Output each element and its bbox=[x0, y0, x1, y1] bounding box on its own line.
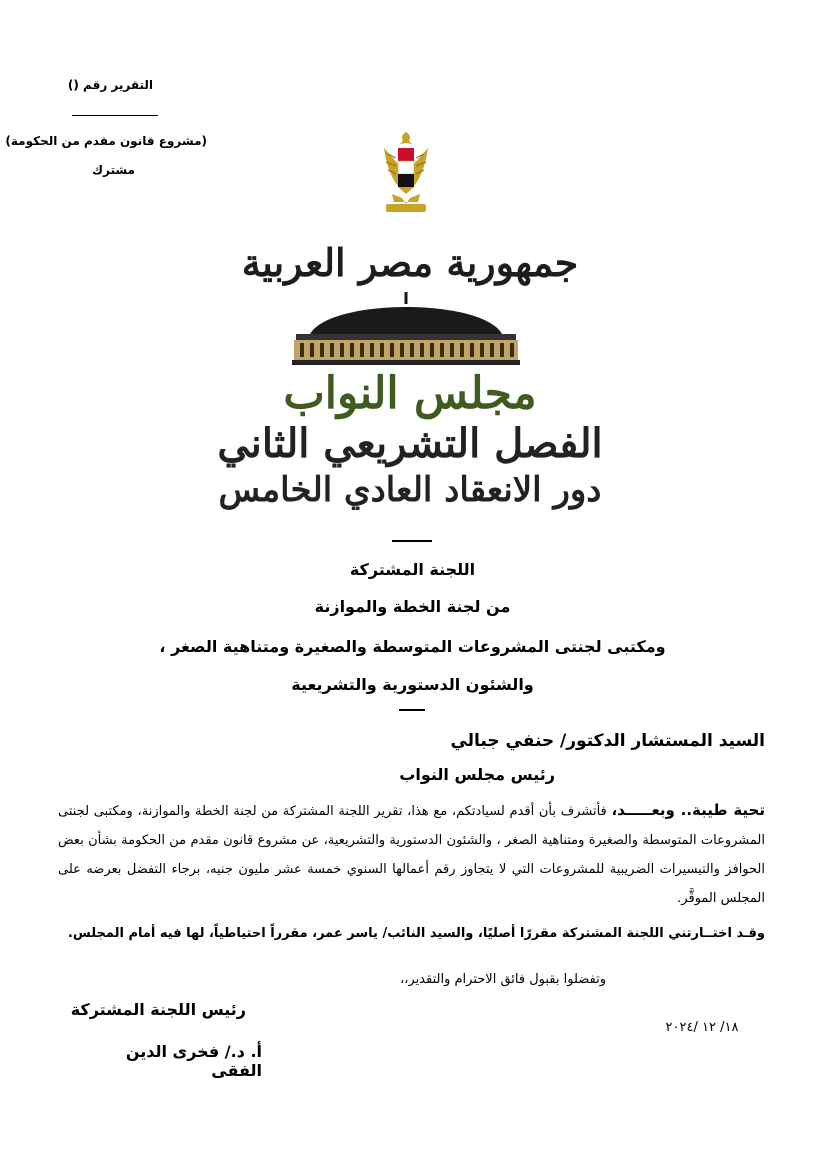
greeting: تحية طيبة.. وبعـــــد، bbox=[611, 801, 765, 819]
committee-line-3: والشئون الدستورية والتشريعية bbox=[291, 675, 534, 694]
parliament-dome-icon bbox=[290, 290, 522, 368]
report-number: التقرير رقم () bbox=[67, 78, 153, 92]
bill-origin: (مشروع قانون مقدم من الحكومة) bbox=[5, 134, 207, 148]
signature-name: أ. د./ فخرى الدين الفقى bbox=[125, 1042, 262, 1080]
country-name: جمهورية مصر العربية bbox=[241, 240, 579, 285]
parliament-name: مجلس النواب bbox=[283, 368, 537, 419]
addressee-name: السيد المستشار الدكتور/ حنفي جبالي bbox=[450, 731, 765, 751]
addressee-position: رئيس مجلس النواب bbox=[399, 765, 555, 784]
signature-title: رئيس اللجنة المشتركة bbox=[70, 1000, 246, 1019]
legislative-term: الفصل التشريعي الثاني bbox=[217, 420, 603, 467]
eagle-emblem-icon bbox=[376, 128, 436, 218]
letter-body bbox=[58, 796, 765, 913]
committee-line-2: ومكتبى لجنتى المشروعات المتوسطة والصغيرة ومتناهية الصغر ، bbox=[159, 637, 666, 656]
body-paragraph: فأتشرف بأن أقدم لسيادتكم، مع هذا، تقرير اللجنة المشتركة من لجنة الخطة والموازنة، ومكتبى لجنتى المشروعات المتوسطة والصغيرة ومتناهية الصغر ، والشئون الدستورية والتشريعية، عن مشروع قانون مقدم من الحكومة بشأن بعض الحوافز والتيسيرات الضريبية للمشروعات التي لا يتجاوز رقم أعمالها السنوي خمسة عشر مليون جنيه، برجاء التفضل بعرضه على المجلس الموقَّر. bbox=[58, 804, 765, 906]
joint-tag: مشترك bbox=[91, 163, 135, 177]
nomination-paragraph: وقـد اختــارتني اللجنة المشتركة مقررًا أصليًا، والسيد النائب/ ياسر عمر، مقرراً احتياطياً، لها فيه أمام المجلس. bbox=[67, 926, 765, 941]
divider bbox=[72, 115, 158, 116]
committee-title: اللجنة المشتركة bbox=[349, 560, 476, 579]
committee-line-1: من لجنة الخطة والموازنة bbox=[314, 597, 511, 616]
divider bbox=[392, 540, 432, 542]
session-name: دور الانعقاد العادي الخامس bbox=[218, 470, 602, 510]
divider bbox=[399, 709, 425, 711]
closing-line: وتفضلوا بقبول فائق الاحترام والتقدير،، bbox=[400, 972, 606, 987]
document-date: ١٨/ ١٢ /٢٠٢٤ bbox=[665, 1020, 739, 1035]
